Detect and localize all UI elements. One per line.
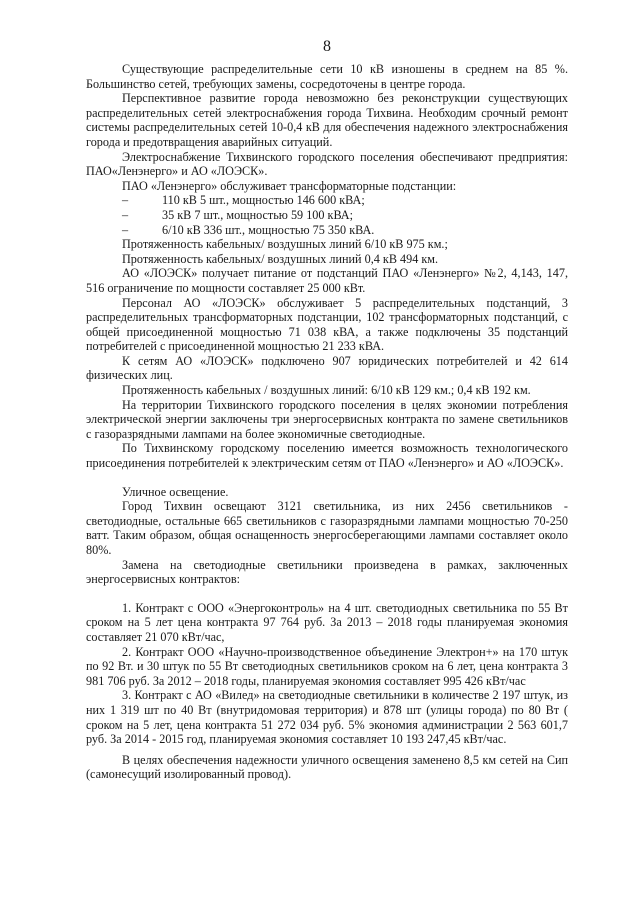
dash-mark: – [122,222,129,237]
dash-item [86,193,568,208]
paragraph-street-lamps: Город Тихвин освещают 3121 светильника, из них 2456 светильников - светодиодные, остальные 665 светильников с газоразрядными лампами мощностью 70-250 ватт. Таким образом, общая оснащенность энергосберегающими лампами составляет около 80%. [86,499,568,557]
paragraph-loesk-supply: АО «ЛОЭСК» получает питание от подстанций ПАО «Ленэнерго» №2, 4,143, 147, 516 ограничение по мощности составляет 25 000 кВт. [86,266,568,295]
paragraph-lenenergo-substations: ПАО «Ленэнерго» обслуживает трансформаторные подстанции: [122,178,457,193]
dash-mark: – [122,193,129,208]
paragraph-loesk-staff: Персонал АО «ЛОЭСК» обслуживает 5 распределительных подстанций, 3 распределительных трансформаторных подстанции, 102 трансформаторных подстанций, с общей присоединенной мощностью 71 038 кВА, а также подключены 35 подстанций потребителей с присоединенной мощностью 21 233 кВА. [86,295,568,354]
dash-item [86,223,568,238]
dash-item-text: 6/10 кВ 336 шт., мощностью 75 350 кВА. [162,222,375,237]
paragraph-connection: По Тихвинскому городскому поселению имеется возможность технологического присоединения потребителей к электрическим сетям от ПАО «Ленэнерго» и АО «ЛОЭСК». [86,441,568,471]
paragraph-replacement: Замена на светодиодные светильники произведена в рамках, заключенных энергосервисных контрактов: [86,557,568,587]
spacer [86,471,568,485]
paragraph-energy-contracts: На территории Тихвинского городского поселения в целях экономии потребления электрической энергии заключены три энергосервисных контракта по замене светильников с газоразрядными лампами на более экономичные светодиодные. [86,397,568,441]
spacer [86,587,568,601]
paragraph-suppliers: Электроснабжение Тихвинского городского поселения обеспечивают предприятия: ПАО«Ленэнерго» и АО «ЛОЭСК». [86,149,568,179]
line-cable-length-610: Протяженность кабельных/ воздушных линий 6/10 кВ 975 км.; [122,237,448,252]
paragraph-reconstruction: Перспективное развитие города невозможно без реконструкции существующих распределительных сетей электроснабжения города Тихвина. Необходим срочный ремонт системы распределительных сетей 10-0,4 кВ для обеспечения надежного электроснабжения города и предотвращения аварийных ситуаций. [86,91,568,149]
paragraph-loesk-consumers: К сетям АО «ЛОЭСК» подключено 907 юридических потребителей и 42 614 физических лиц. [86,353,568,383]
paragraph-loesk-lines: Протяженность кабельных / воздушных линий: 6/10 кВ 129 км.; 0,4 кВ 192 км. [122,383,531,398]
paragraph-networks-wear: Существующие распределительные сети 10 кВ изношены в среднем на 85 %. Большинство сетей, требующих замены, сосредоточены в центре города. [86,62,568,91]
dash-item-text: 110 кВ 5 шт., мощностью 146 600 кВА; [162,193,365,208]
contract-item-3: 3. Контракт с АО «Вилед» на светодиодные светильники в количестве 2 197 штук, из них 1 319 шт по 40 Вт (внутридомовая территория) и 878 шт (улицы города) по 80 Вт ( сроком на 5 лет, цена контракта 51 272 034 руб. 5% экономия администрации 2 563 601,7 руб. За 2014 - 2015 год, планируемая экономия составляет 10 193 247,45 кВт/час. [86,688,568,747]
dash-item-text: 35 кВ 7 шт., мощностью 59 100 кВА; [162,207,353,222]
paragraph-sip-replacement: В целях обеспечения надежности уличного освещения заменено 8,5 км сетей на Сип (самонесущий изолированный провод). [86,752,568,782]
line-cable-length-04: Протяженность кабельных/ воздушных линий 0,4 кВ 494 км. [122,251,439,266]
dash-item [86,208,568,223]
section-heading-street-lighting: Уличное освещение. [122,484,229,499]
page-number: 8 [323,38,331,55]
dash-mark: – [122,207,129,222]
contract-item-2: 2. Контракт ООО «Научно-производственное объединение Электрон+» на 170 штук по 92 Вт. и 30 штук по 55 Вт светодиодных светильников сроком на 6 лет, цена контракта 3 981 706 руб. За 2012 – 2018 годы, планируемая экономия составляет 995 426 кВт/час [86,644,568,688]
contract-item-1: 1. Контракт с ООО «Энергоконтроль» на 4 шт. светодиодных светильника по 55 Вт сроком на 5 лет цена контракта 97 764 руб. За 2013 – 2018 годы планируемая экономия составляет 21 070 кВт/час, [86,600,568,644]
